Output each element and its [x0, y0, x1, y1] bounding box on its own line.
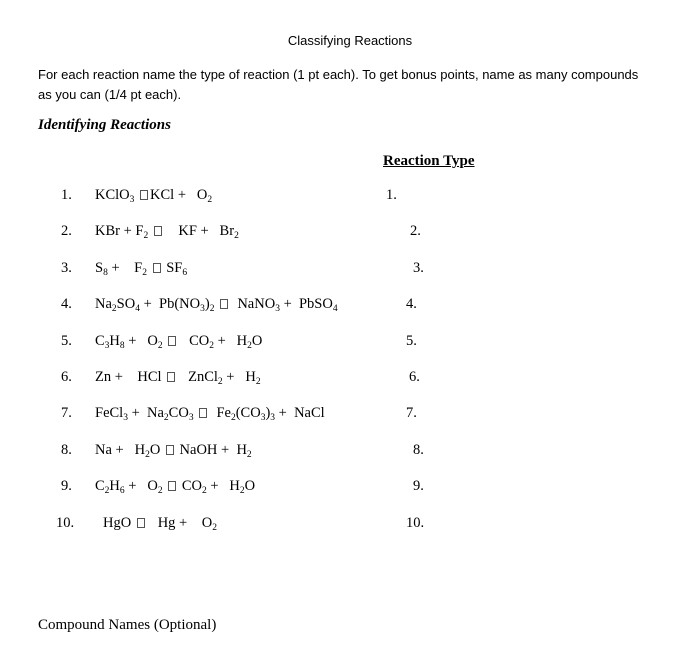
- reaction-type-answer: 10.: [406, 515, 425, 531]
- reaction-type-answer: 9.: [413, 478, 424, 494]
- reaction-number: 1.: [61, 187, 72, 203]
- reaction-type-answer: 1.: [386, 187, 397, 203]
- reaction-type-answer: 3.: [413, 260, 424, 276]
- reaction-type-answer: 4.: [406, 296, 417, 312]
- reaction-type-heading: Reaction Type: [383, 153, 475, 169]
- arrow-placeholder-icon: [220, 299, 228, 309]
- arrow-placeholder-icon: [199, 408, 207, 418]
- arrow-placeholder-icon: [137, 518, 145, 528]
- reaction-equation: $Na_2SO_4 + Pb(NO_3)_2$ NaNO$_3$ + PbSO$_4$: [95, 296, 338, 314]
- reaction-number: 4.: [61, 296, 72, 312]
- reaction-number: 2.: [61, 223, 72, 239]
- reaction-equation: KBr + $F_2$ KF + $Br_2$: [95, 223, 239, 241]
- reaction-equation: $Na + H_2O$ NaOH + $H_2$: [95, 442, 252, 460]
- reaction-number: 8.: [61, 442, 72, 458]
- reaction-equation: $C_3H_8 + O_2$ $CO_2 + H_2O$: [95, 333, 263, 351]
- arrow-placeholder-icon: [154, 226, 162, 236]
- compound-names-heading: Compound Names (Optional): [38, 617, 217, 633]
- reaction-number: 7.: [61, 405, 72, 421]
- reaction-equation: HgO Hg + $O_2$: [103, 515, 217, 533]
- instructions: For each reaction name the type of reaction (1 pt each). To get bonus points, name as many compounds as you can (1/4 pt each).: [38, 67, 639, 102]
- reaction-equation: $C_2H_6 + O_2$ $CO_2 + H_2O$: [95, 478, 256, 496]
- reaction-equation: Zn + HCl ZnCl$_2$ + $H_2$: [95, 369, 261, 387]
- reaction-equation: KClO$_3$ KCl + $O_2$: [95, 187, 213, 205]
- arrow-placeholder-icon: [167, 372, 175, 382]
- arrow-placeholder-icon: [168, 481, 176, 491]
- section-heading: Identifying Reactions: [38, 117, 171, 133]
- arrow-placeholder-icon: [166, 445, 174, 455]
- reaction-type-answer: 2.: [410, 223, 421, 239]
- page-title: Classifying Reactions: [287, 33, 413, 48]
- reaction-equation: FeCl$_3$ + $Na_2CO_3$ $Fe_2(CO_3)_3$ + NaCl: [95, 405, 325, 423]
- reaction-equation: $S_8$ + $F_2$ $SF_6$: [95, 260, 188, 278]
- arrow-placeholder-icon: [168, 336, 176, 346]
- reaction-number: 10.: [56, 515, 75, 531]
- arrow-placeholder-icon: [153, 263, 161, 273]
- reaction-type-answer: 6.: [409, 369, 420, 385]
- reaction-number: 5.: [61, 333, 72, 349]
- arrow-placeholder-icon: [140, 190, 148, 200]
- reaction-number: 6.: [61, 369, 72, 385]
- reaction-type-answer: 5.: [406, 333, 417, 349]
- reaction-number: 9.: [61, 478, 72, 494]
- reaction-type-answer: 7.: [406, 405, 417, 421]
- reaction-type-answer: 8.: [413, 442, 424, 458]
- reaction-number: 3.: [61, 260, 72, 276]
